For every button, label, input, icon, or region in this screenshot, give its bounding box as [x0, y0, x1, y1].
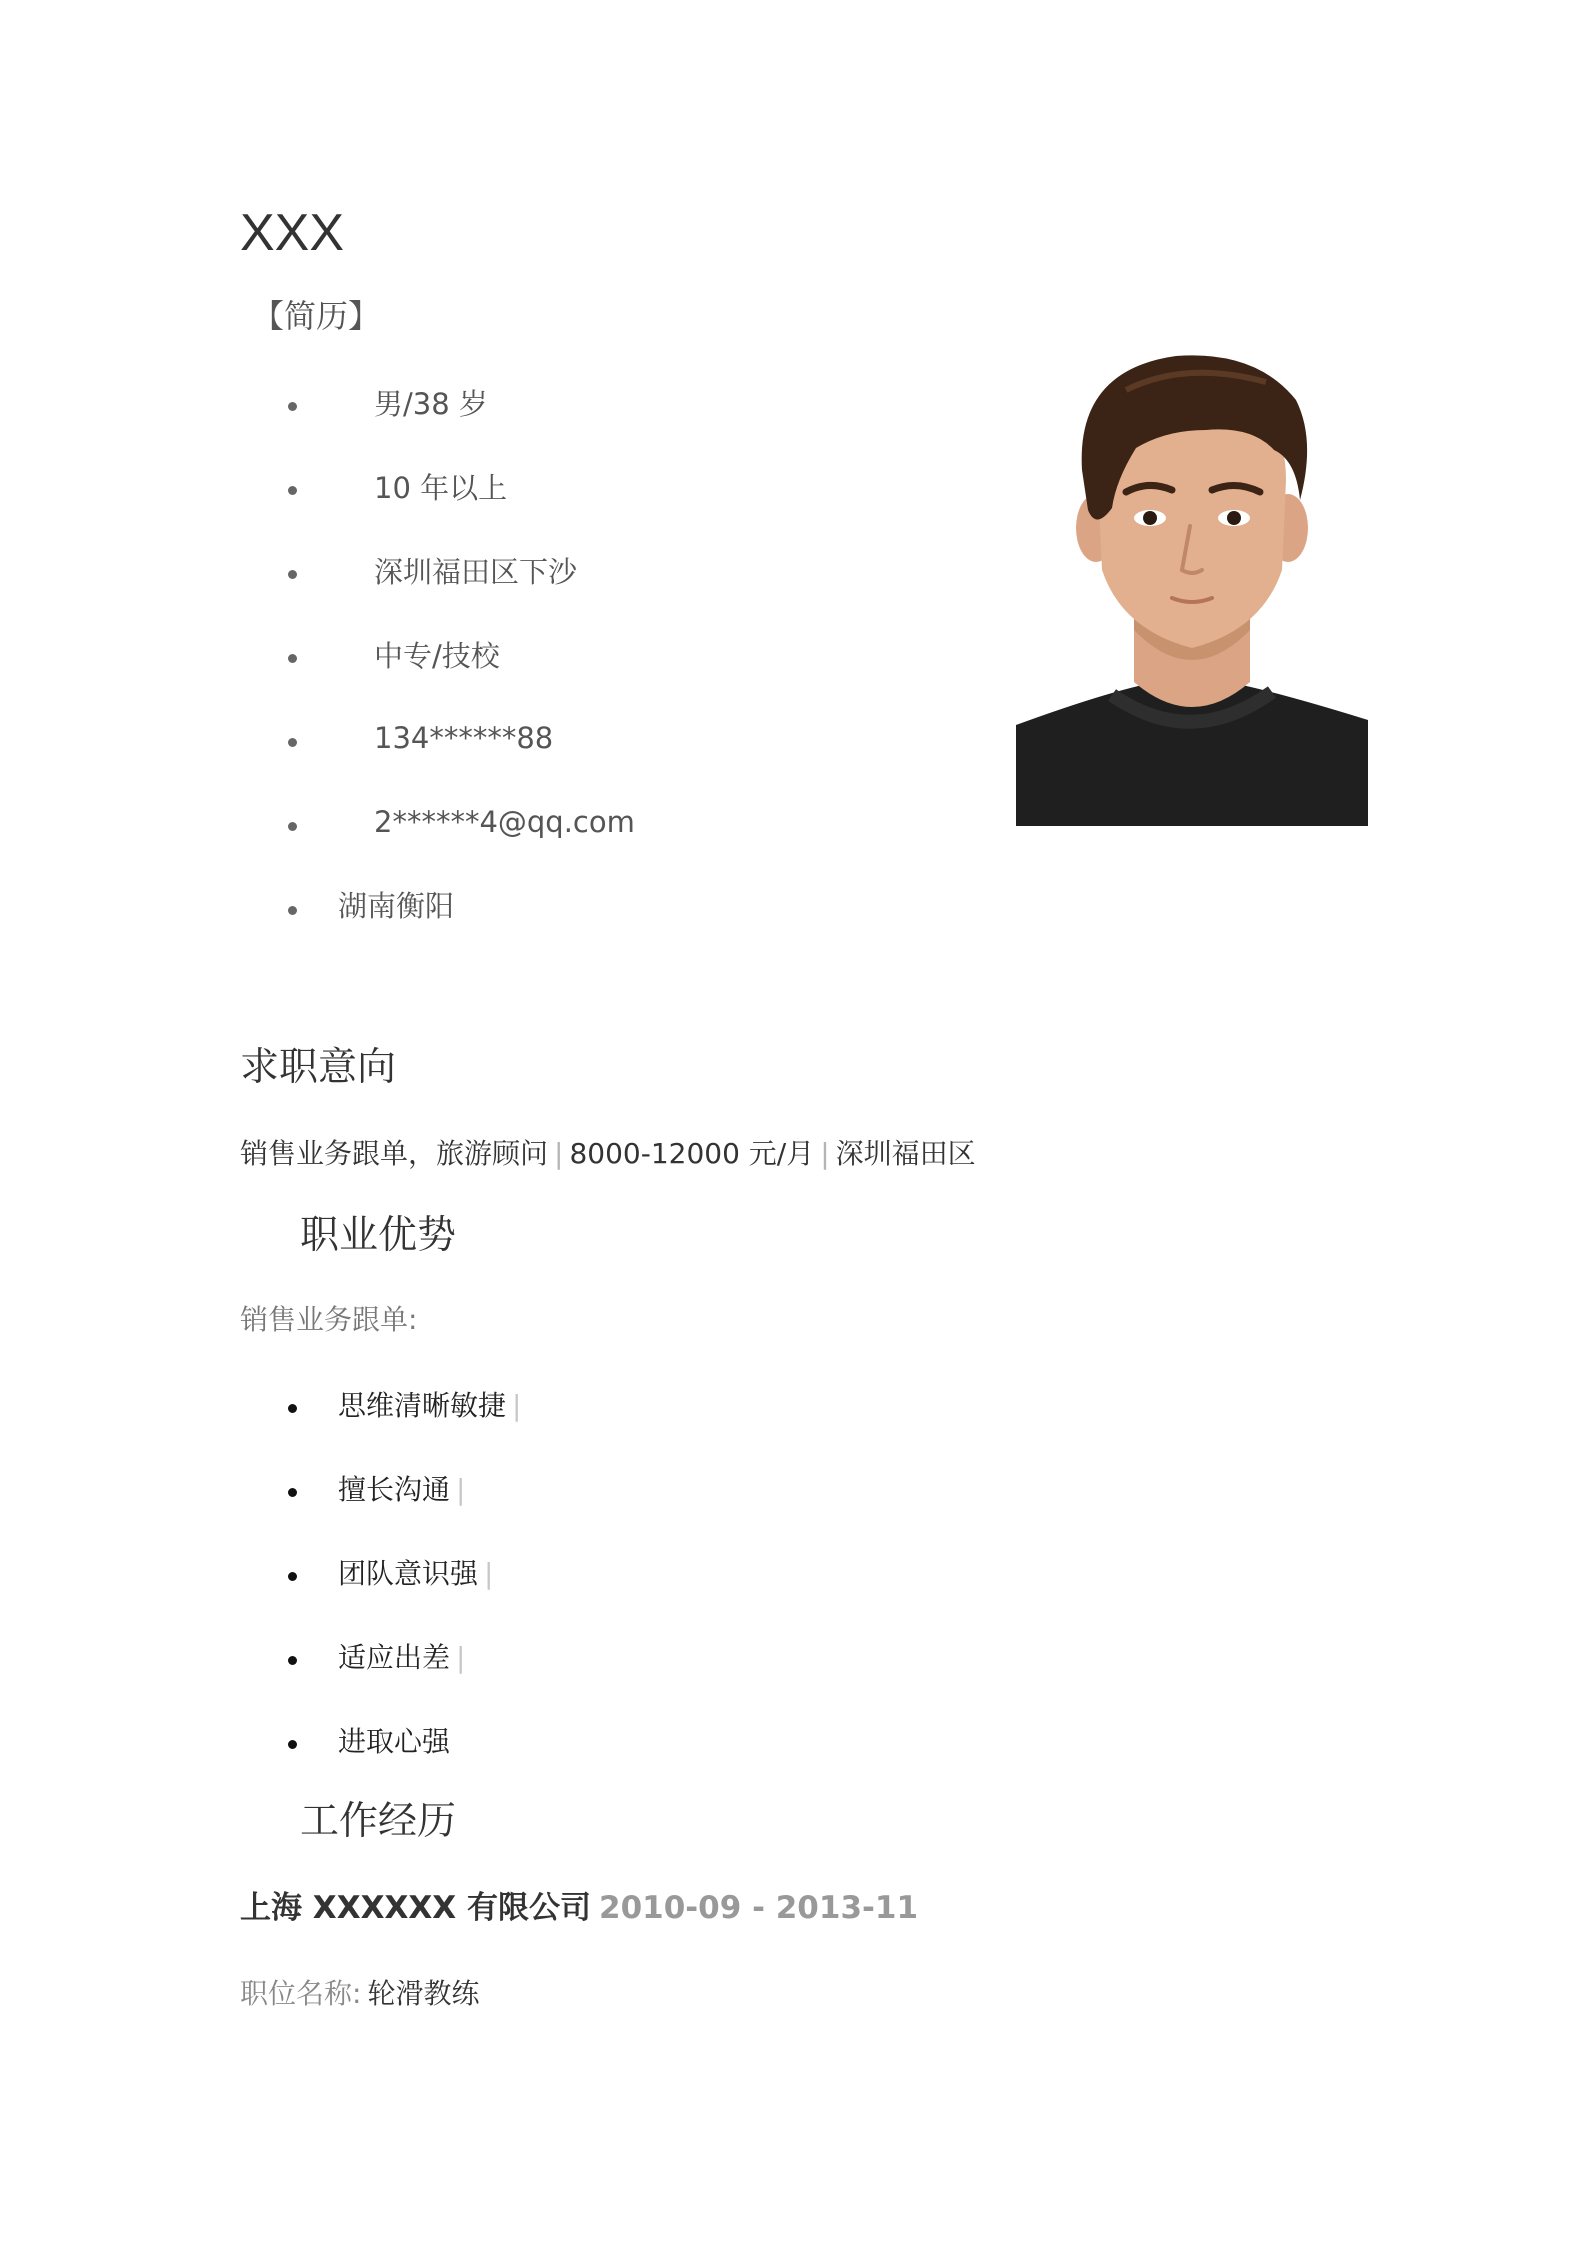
company-line [240, 1886, 918, 1930]
bullet-icon [288, 402, 297, 411]
info-address: 深圳福田区下沙 [374, 555, 578, 589]
info-experience: 10 年以上 [374, 471, 508, 505]
intent-location: 深圳福田区 [835, 1137, 976, 1170]
advantage-item: 思维清晰敏捷 | [338, 1389, 522, 1422]
bullet-icon [288, 822, 297, 831]
position-label: 职位名称: [240, 1977, 362, 2010]
info-phone: 134******88 [374, 721, 554, 755]
position-value: 轮滑教练 [367, 1977, 480, 2010]
bullet-icon [288, 738, 297, 747]
bullet-icon [288, 906, 297, 915]
intent-salary: 8000-12000 元/月 [569, 1137, 815, 1170]
bullet-icon [288, 1404, 297, 1413]
intent-roles: 销售业务跟单，旅游顾问 [240, 1137, 549, 1170]
separator: | [820, 1137, 830, 1170]
section-heading-work-experience: 工作经历 [300, 1799, 457, 1844]
info-education: 中专/技校 [374, 639, 500, 673]
bullet-icon [288, 654, 297, 663]
employment-dates: 2010-09 - 2013-11 [599, 1890, 919, 1926]
job-intent-line [240, 1134, 976, 1174]
position-line [240, 1974, 479, 2014]
bullet-icon [288, 1656, 297, 1665]
info-hometown: 湖南衡阳 [338, 889, 455, 923]
separator: | [554, 1137, 564, 1170]
advantage-item: 进取心强 [338, 1725, 451, 1758]
advantages-label: 销售业务跟单: [240, 1303, 418, 1336]
bullet-icon [288, 570, 297, 579]
bullet-icon [288, 1572, 297, 1581]
resume-name: XXX [240, 204, 345, 262]
bullet-icon [288, 486, 297, 495]
resume-subtitle: 【简历】 [252, 297, 381, 335]
info-gender-age: 男/38 岁 [374, 387, 488, 421]
advantage-item: 擅长沟通 | [338, 1473, 466, 1506]
person-avatar-icon [1016, 330, 1368, 826]
advantage-item: 适应出差 | [338, 1641, 466, 1674]
section-heading-advantages: 职业优势 [300, 1213, 457, 1258]
company-name: 上海 XXXXXX 有限公司 [240, 1890, 591, 1926]
advantage-item: 团队意识强 | [338, 1557, 494, 1590]
bullet-icon [288, 1740, 297, 1749]
info-email: 2******4@qq.com [374, 805, 635, 839]
section-heading-job-intent: 求职意向 [240, 1045, 397, 1090]
bullet-icon [288, 1488, 297, 1497]
